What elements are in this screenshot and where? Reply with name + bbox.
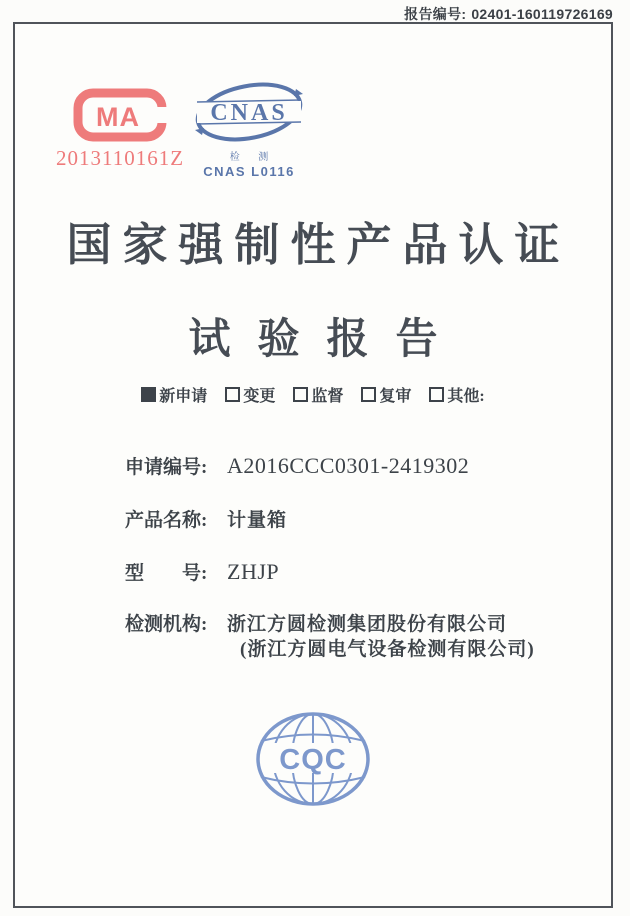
checkbox-label: 新申请 (159, 388, 208, 405)
test-organization-field (125, 609, 507, 636)
report-number-label: 报告编号: (404, 6, 467, 22)
cnas-caption: 检 测 (229, 152, 277, 163)
test-organization-label: 检测机构: (125, 614, 208, 635)
checkbox-label: 监督 (311, 388, 344, 405)
svg-text:CNAS: CNAS (210, 100, 288, 126)
test-organization-secondary (240, 634, 535, 661)
application-number-field (125, 452, 469, 479)
checkbox-icon (429, 387, 444, 402)
report-number-line (404, 4, 613, 24)
model-value: ZHJP (227, 559, 280, 584)
checkbox-icon (361, 387, 376, 402)
product-name-value: 计量箱 (227, 510, 288, 531)
new-application-checkbox (141, 383, 207, 406)
application-number-value: A2016CCC0301-2419302 (227, 453, 470, 478)
test-organization-value: 浙江方圆检测集团股份有限公司 (227, 614, 508, 635)
main-title: 国家强制性产品认证 (66, 220, 571, 270)
svg-text:CQC: CQC (279, 744, 347, 776)
report-number-value: 02401-160119726169 (471, 6, 613, 22)
supervision-checkbox (293, 383, 343, 406)
cma-logo-block (55, 88, 185, 171)
model-field (125, 558, 279, 585)
checkbox-icon (293, 387, 308, 402)
application-number-label: 申请编号: (125, 457, 208, 478)
checkbox-label: 其他: (447, 388, 485, 405)
other-checkbox (429, 383, 484, 406)
checkbox-label: 变更 (243, 388, 276, 405)
cma-certificate-number: 2013110161Z (55, 146, 185, 170)
sub-title: 试验报告 (188, 317, 465, 363)
svg-text:MA: MA (96, 102, 140, 132)
model-label: 型 号: (125, 563, 208, 584)
cma-logo-icon (73, 88, 167, 142)
document-frame (13, 22, 613, 908)
cnas-logo-icon (193, 80, 305, 146)
checkbox-icon (141, 387, 156, 402)
cqc-logo-block (254, 710, 372, 813)
product-name-label: 产品名称: (125, 510, 208, 531)
application-type-row (15, 383, 611, 406)
product-name-field (125, 505, 287, 532)
test-organization-value-2: (浙江方圆电气设备检测有限公司) (240, 639, 535, 660)
cnas-accreditation-number: CNAS L0116 (203, 164, 295, 179)
checkbox-label: 复审 (379, 388, 412, 405)
review-checkbox (361, 383, 411, 406)
cqc-logo-icon (254, 710, 372, 808)
cnas-logo-block (187, 80, 311, 179)
change-checkbox (225, 383, 275, 406)
checkbox-icon (225, 387, 240, 402)
